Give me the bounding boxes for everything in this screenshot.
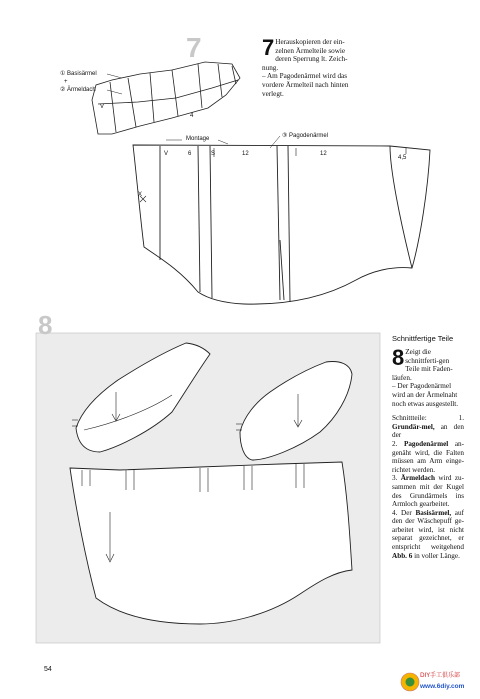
part2-num: 2. xyxy=(392,439,404,448)
label-4: 4 xyxy=(190,113,194,119)
step8-initial: 8 xyxy=(392,345,405,370)
part4-ref: Abb. 6 xyxy=(392,551,413,560)
label-v: V xyxy=(164,151,169,157)
step8-number: 8 xyxy=(38,310,53,340)
sleeve-cap-pieces xyxy=(92,62,240,134)
step8-heading: Schnittfertige Teile xyxy=(392,334,454,343)
label-x: X xyxy=(138,192,143,198)
page-number: 54 xyxy=(44,666,52,673)
part4-rest: auf den der Wäschepuff ge-arbeitet wird, ist nicht separat gezeichnet, er entspricht weitgehend xyxy=(392,508,464,552)
pagoda-sleeve-outline xyxy=(133,145,430,304)
watermark-logo-icon xyxy=(401,673,419,691)
part2-name: Pagodenärmel xyxy=(403,439,449,448)
step8-parts-list xyxy=(392,414,464,560)
step8-description xyxy=(392,345,465,560)
step8-text-line2: – Der Pagodenärmel wird an der Ärmelnaht noch etwas ausgestellt. xyxy=(392,382,459,408)
label-12b: 12 xyxy=(320,151,327,157)
part4-end: in voller Länge. xyxy=(412,551,460,560)
label-s: S xyxy=(211,151,216,157)
step7-description xyxy=(262,35,362,98)
part4-name: Basisärmel, xyxy=(415,508,452,517)
label-montage: Montage xyxy=(186,136,210,142)
label-plus: + xyxy=(64,79,68,85)
watermark-top-text: DIY手工俱乐部 xyxy=(420,672,461,679)
watermark-url: www.6diy.com xyxy=(420,683,465,690)
parts-intro: Schnittteile: 1. xyxy=(392,414,464,423)
label-4-5: 4,5 xyxy=(398,155,407,161)
label-aermeldach: ② Ärmeldach xyxy=(60,87,96,93)
label-pagodenaermel: ③ Pagodenärmel xyxy=(282,133,329,139)
step7-number: 7 xyxy=(186,32,202,63)
step7-initial: 7 xyxy=(262,35,275,60)
label-12a: 12 xyxy=(242,151,249,157)
label-6: 6 xyxy=(188,151,192,157)
step7-text-line2: – Am Pagodenärmel wird das vordere Ärmelteil nach hinten verlegt. xyxy=(262,72,349,98)
step7-text-line1: Herauskopieren der ein-zelnen Ärmelteile sowie deren Sperrung lt. Zeich-nung. xyxy=(262,38,348,72)
notch-marks-7 xyxy=(140,148,406,202)
part1-name: Grundär-mel, xyxy=(392,422,435,431)
part1-rest: an den der xyxy=(392,422,464,440)
part4-num: 4. Der xyxy=(392,508,416,517)
part2-rest: an-genäht wird, die Falten müssen am Arm einge-richtet werden. xyxy=(392,439,464,474)
part3-num: 3. xyxy=(392,474,401,483)
label-basisaermel: ① Basisärmel xyxy=(60,71,97,77)
step8-text-line1: Zeigt die schnittferti-gen Teile mit Faden-läufen. xyxy=(392,348,453,382)
part3-name: Ärmeldach xyxy=(400,474,436,483)
part3-rest: wird zu-sammen mit der Kugel des Grundärmels ins Armloch gearbeitet. xyxy=(392,474,465,509)
label-v-small: V xyxy=(100,104,105,110)
